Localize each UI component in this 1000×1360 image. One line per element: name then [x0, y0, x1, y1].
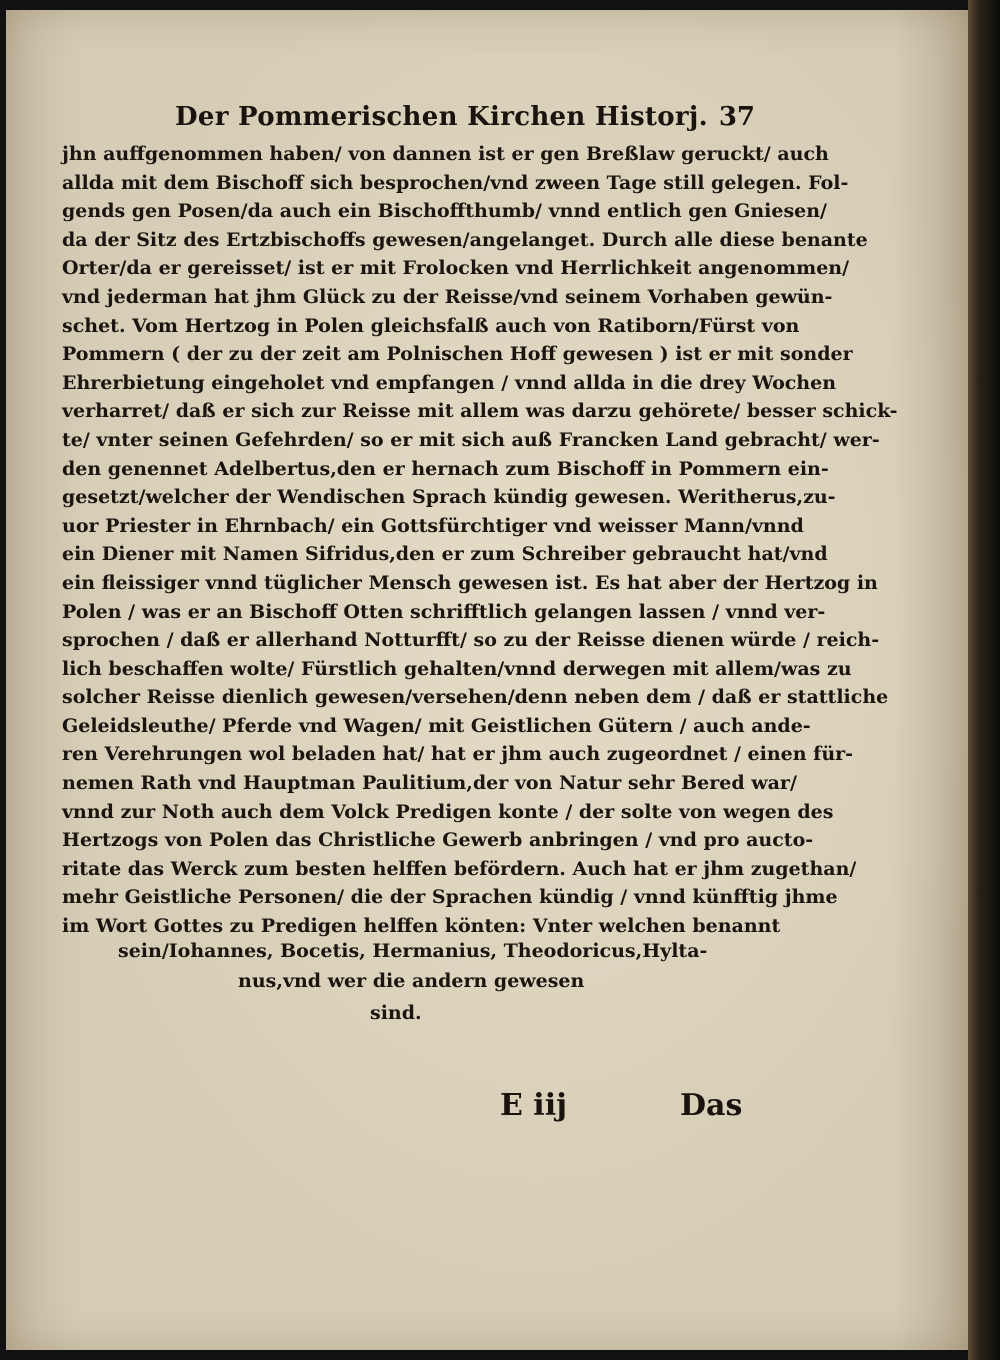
text-line: schet. Vom Hertzog in Polen gleichsfalß auch von Ratiborn/Fürst von: [62, 314, 800, 337]
text-line: ein Diener mit Namen Sifridus,den er zum Schreiber gebraucht hat/vnd: [62, 543, 828, 566]
page-number: 37: [718, 102, 755, 132]
text-line: solcher Reisse dienlich gewesen/versehen/denn neben dem / daß er stattliche: [62, 686, 889, 709]
text-line: allda mit dem Bischoff sich besprochen/vnd zween Tage still gelegen. Fol-: [62, 171, 849, 194]
text-line: da der Sitz des Ertzbischoffs gewesen/angelanget. Durch alle diese benante: [62, 228, 868, 251]
text-line: ein fleissiger vnnd tüglicher Mensch gewesen ist. Es hat aber der Hertzog in: [62, 571, 878, 594]
catchword: Das: [680, 1088, 743, 1123]
body-text: [62, 140, 898, 941]
text-line: Pommern ( der zu der zeit am Polnischen Hoff gewesen ) ist er mit sonder: [62, 343, 853, 366]
text-line: im Wort Gottes zu Predigen helffen könten: Vnter welchen benannt: [62, 915, 781, 938]
page-edge-shadow: [968, 0, 1000, 1360]
text-line-tail-2: nus,vnd wer die andern gewesen: [238, 970, 585, 992]
text-line: sprochen / daß er allerhand Notturfft/ so zu der Reisse dienen würde / reich-: [62, 629, 880, 652]
text-line: te/ vnter seinen Gefehrden/ so er mit sich auß Francken Land gebracht/ wer-: [62, 428, 880, 451]
text-line: jhn auffgenommen haben/ von dannen ist er gen Breßlaw geruckt/ auch: [62, 143, 829, 165]
text-line: uor Priester in Ehrnbach/ ein Gottsfürchtiger vnd weisser Mann/vnnd: [62, 514, 804, 537]
text-line: nemen Rath vnd Hauptman Paulitium,der von Natur sehr Bered war/: [62, 772, 797, 795]
text-line: gends gen Posen/da auch ein Bischoffthumb/ vnnd entlich gen Gniesen/: [62, 200, 827, 223]
text-line: mehr Geistliche Personen/ die der Sprachen kündig / vnnd künfftig jhme: [62, 886, 838, 909]
text-line: ritate das Werck zum besten helffen befördern. Auch hat er jhm zugethan/: [62, 857, 857, 880]
text-line-tail-1: sein/Iohannes, Bocetis, Hermanius, Theodoricus,Hylta-: [118, 940, 708, 962]
text-line: gesetzt/welcher der Wendischen Sprach kündig gewesen. Weritherus,zu-: [62, 486, 836, 509]
text-line-tail-3: sind.: [370, 1002, 422, 1024]
text-line: ren Verehrungen wol beladen hat/ hat er jhm auch zugeordnet / einen für-: [62, 743, 854, 766]
running-title: Der Pommerischen Kirchen Historj.: [175, 102, 708, 132]
signature-mark: E iij: [500, 1088, 567, 1123]
text-line: vnnd zur Noth auch dem Volck Predigen konte / der solte von wegen des: [62, 800, 834, 823]
text-line: Hertzogs von Polen das Christliche Gewerb anbringen / vnd pro aucto-: [62, 829, 814, 852]
page-header: [175, 102, 755, 138]
text-line: verharret/ daß er sich zur Reisse mit allem was darzu gehörete/ besser schick-: [62, 400, 898, 423]
text-line: vnd jederman hat jhm Glück zu der Reisse/vnd seinem Vorhaben gewün-: [62, 285, 833, 308]
text-line: den genennet Adelbertus,den er hernach zum Bischoff in Pommern ein-: [62, 457, 829, 480]
text-line: Polen / was er an Bischoff Otten schrifftlich gelangen lassen / vnnd ver-: [62, 600, 826, 623]
text-line: Ehrerbietung eingeholet vnd empfangen / vnnd allda in die drey Wochen: [62, 371, 837, 394]
text-line: Orter/da er gereisset/ ist er mit Frolocken vnd Herrlichkeit angenommen/: [62, 257, 850, 280]
text-line: Geleidsleuthe/ Pferde vnd Wagen/ mit Geistlichen Gütern / auch ande-: [62, 714, 811, 737]
text-line: lich beschaffen wolte/ Fürstlich gehalten/vnnd derwegen mit allem/was zu: [62, 657, 852, 680]
